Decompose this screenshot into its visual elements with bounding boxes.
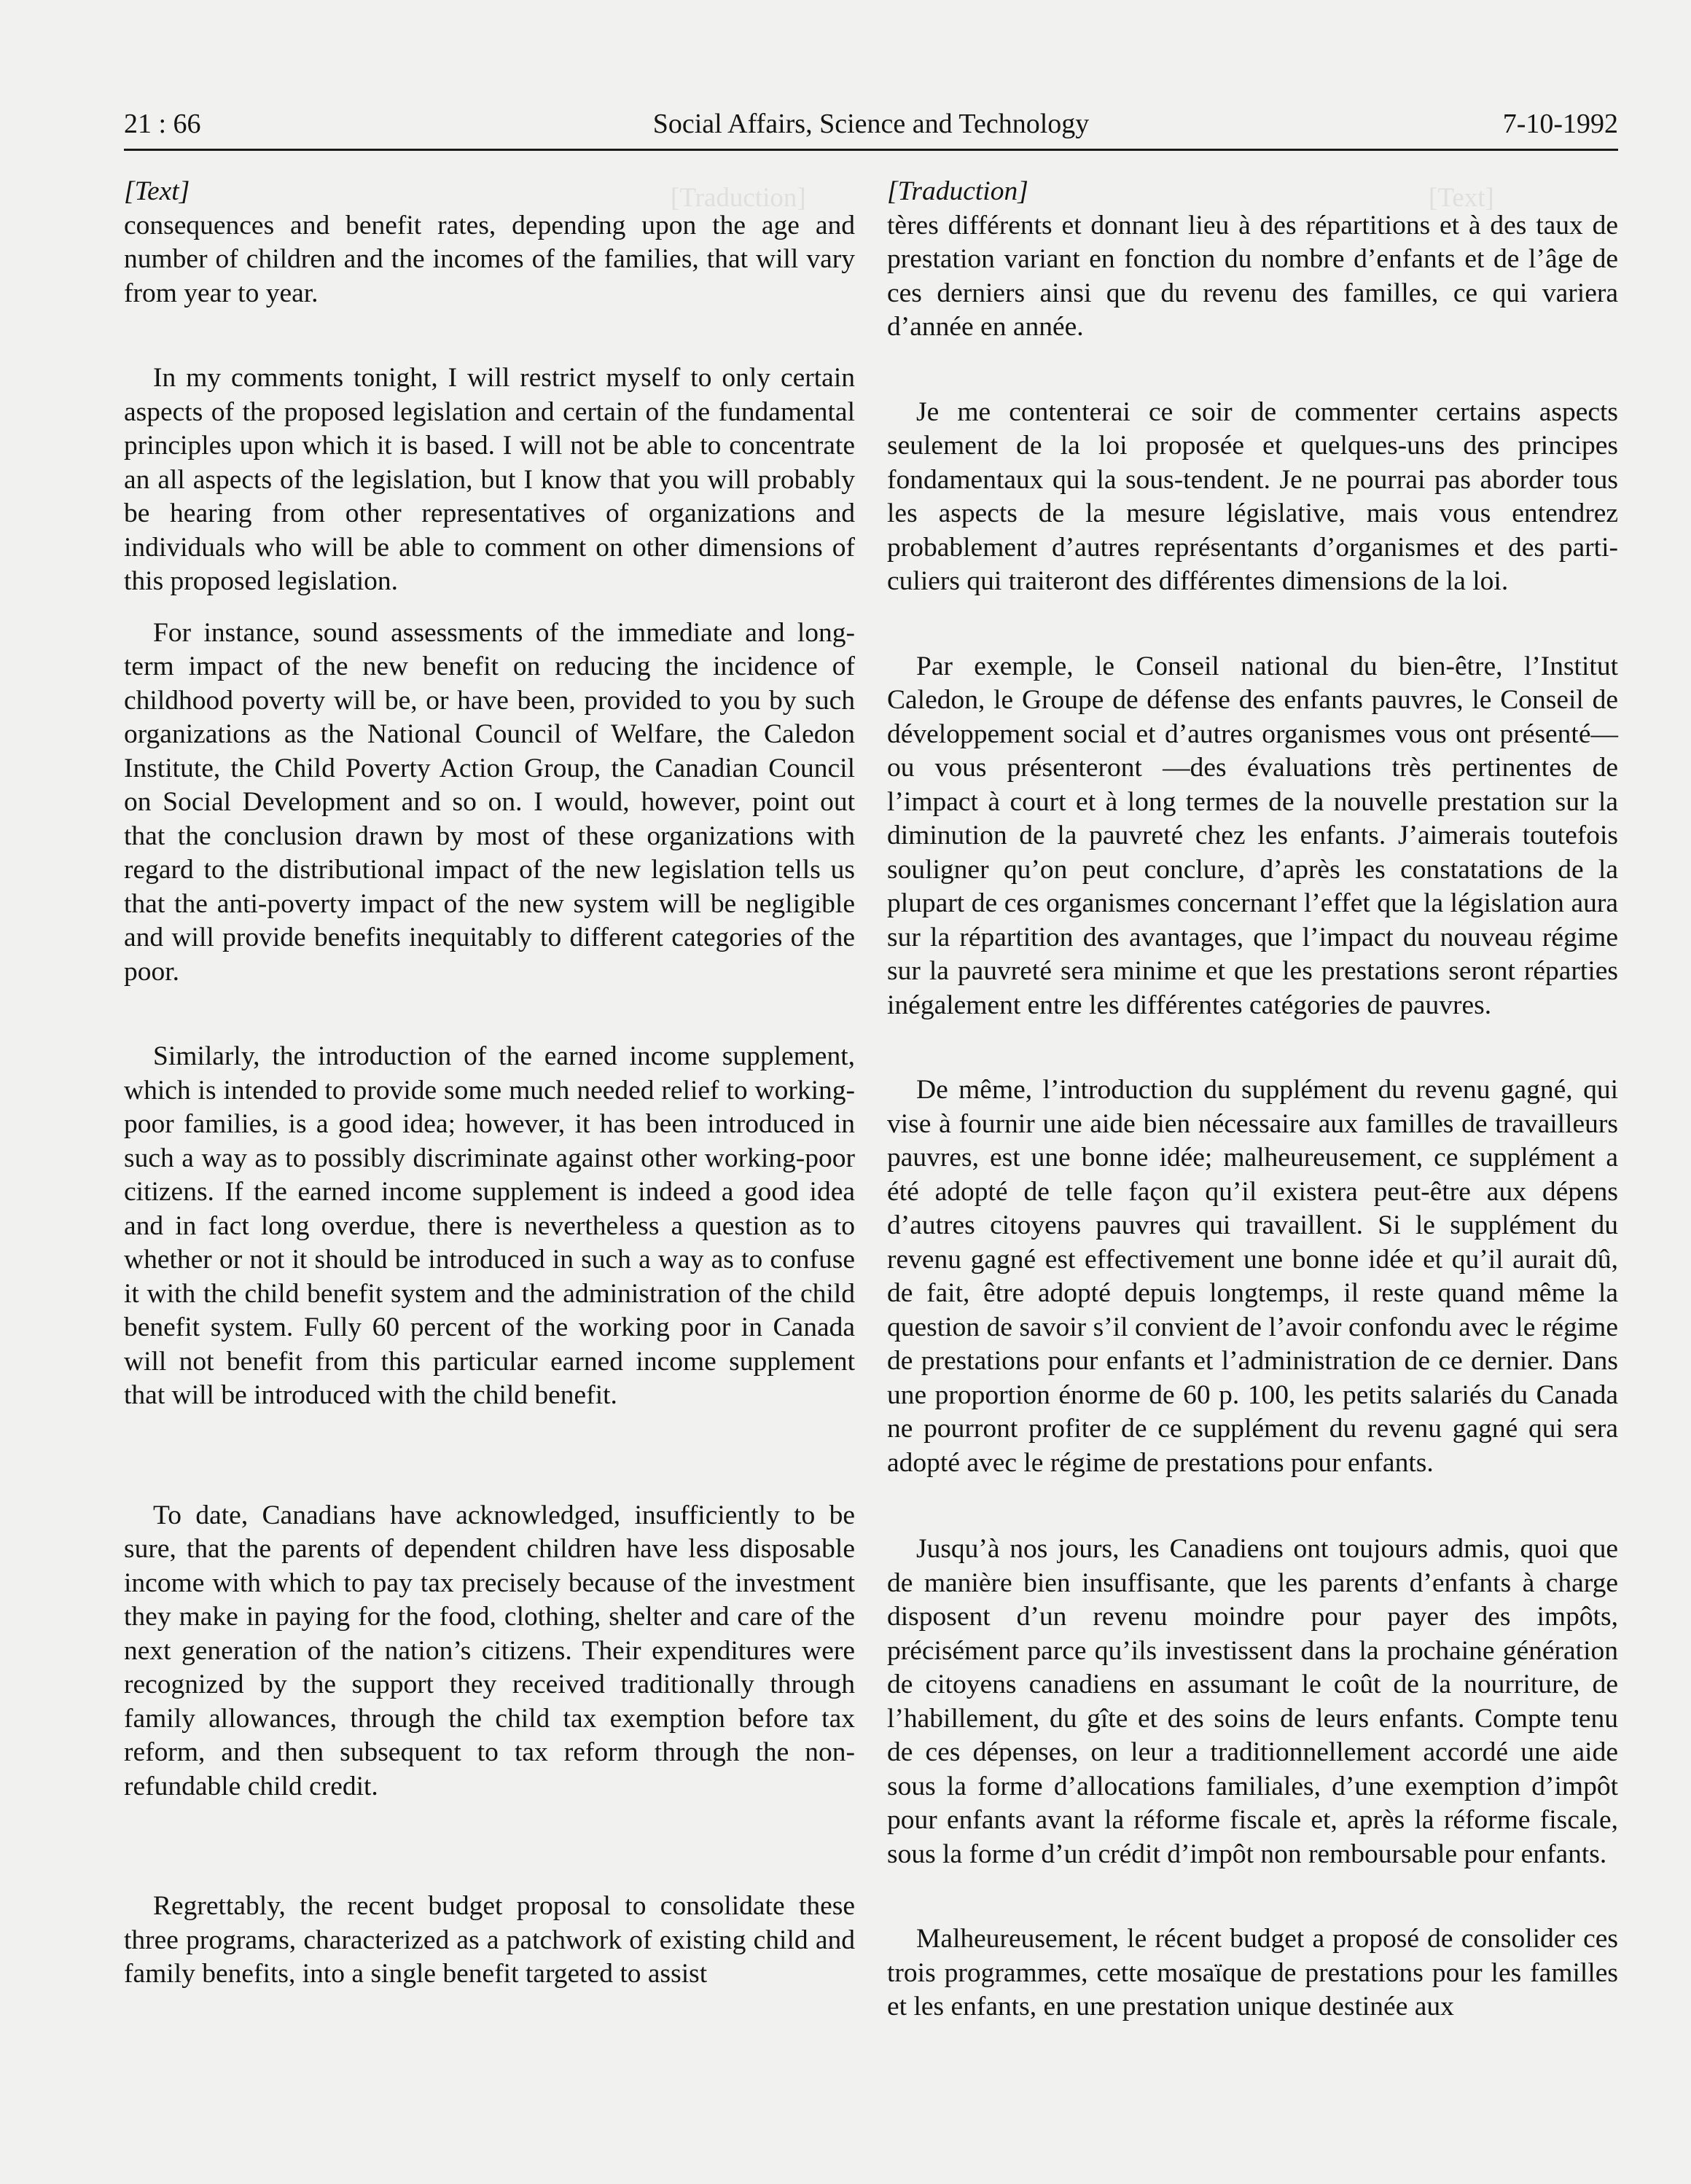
paragraph: tères différents et donnant lieu à des répartitions et à des taux de prestation variant en fonction du nombre d’enfants et de l’âge de ces derniers ainsi que du revenu des familles, ce qui variera d’année en année. (887, 210, 1618, 342)
english-column (124, 175, 855, 1992)
bleed-through-artifact: [Text] (1429, 183, 1494, 213)
paragraph: De même, l’introduction du supplément du revenu gagné, qui vise à fournir une aide bien nécessaire aux familles de travailleurs pauvres, est une bonne idée; malheureusement, ce supplément a été adopté de telle façon qu’il existera peut-être aux dépens d’autres citoyens pauvres qui travaillent. Si le supplément du revenu gagné est effectivement une bonne idée et qu’il aurait dû, de fait, être adopté depuis longtemps, il reste quand même la question de savoir s’il convient de l’avoir confondu avec le régime de prestations pour enfants et l’administration de ce dernier. Dans une proportion énorme de 60 p. 100, les petits salariés du Canada ne pourront profiter de ce supplément du revenu gagné qui sera adopté avec le régime de prestations pour enfants. (887, 1075, 1618, 1478)
paragraph-gap (887, 345, 1618, 396)
paragraph-gap (887, 1871, 1618, 1922)
paragraph: Regrettably, the recent budget proposal to consolidate these three programs, characterized as a patchwork of existing child and family benefits, into a single benefit targeted to assist (124, 1891, 855, 1989)
paragraph: Je me contenterai ce soir de commenter certains aspects seulement de la loi proposée et quelques-uns des principes fondamentaux qui la sous-tendent. Je ne pourrai pas aborder tous les aspects de la mesure législative, mais vous entendrez probablement d’autres représentants d’organismes et des particuliers qui traiteront des différentes dimensions de la loi. (887, 396, 1618, 596)
paragraph-gap (124, 599, 855, 617)
french-column (887, 175, 1618, 2024)
paragraph-gap (124, 1413, 855, 1499)
page-number: 21 : 66 (124, 109, 201, 139)
paragraph-gap (887, 1480, 1618, 1533)
paragraph-gap (887, 599, 1618, 650)
paragraph: For instance, sound assessments of the immediate and long-term impact of the new benefit on reducing the incidence of childhood poverty will be, or have been, provided to you by such organizations as the National Council of Welfare, the Caledon Institute, the Child Poverty Action Group, the Canadian Council on Social Development and so on. I would, however, point out that the conclusion drawn by most of these organizations with regard to the distributional impact of the new legislation tells us that the anti-poverty impact of the new system will be negligible and will provide benefits inequitably to different categories of the poor. (124, 617, 855, 987)
column-label-text: [Text] (124, 176, 190, 206)
paragraph: Par exemple, le Conseil national du bien-être, l’Institut Caledon, le Groupe de défense des enfants pauvres, le Conseil de développement social et d’autres organismes vous ont présenté—ou vous présenteront —des évaluations très pertinentes de l’impact à court et à long termes de la nouvelle prestation sur la diminution de la pauvreté chez les enfants. J’aimerais toutefois souligner qu’on peut conclure, d’après les constatations de la plupart de ces organismes concernant l’effet que la législation aura sur la répartition des avantages, que l’impact du nouveau régime sur la pauvreté sera minime et que les prestations seront réparties inégalement entre les différentes catégories de pauvres. (887, 651, 1618, 1020)
column-label-traduction: [Traduction] (887, 176, 1028, 206)
paragraph: In my comments tonight, I will restrict myself to only certain aspects of the proposed legislation and certain of the fundamental principles upon which it is based. I will not be able to concentrate an all aspects of the legislation, but I know that you will probably be hearing from other representatives of organizations and individuals who will be able to comment on other dimensions of this proposed legislation. (124, 363, 855, 596)
paragraph: Jusqu’à nos jours, les Canadiens ont toujours admis, quoi que de manière bien insuffisante, que les parents d’enfants à charge disposent d’un revenu moindre pour payer des impôts, précisément parce qu’ils investissent dans la prochaine génération de citoyens canadiens en assumant le coût de la nourriture, de l’habillement, du gîte et des soins de leurs enfants. Compte tenu de ces dépenses, on leur a traditionnellement accordé une aide sous la forme d’allocations familiales, d’une exemption d’impôt pour enfants avant la réforme fiscale et, après la réforme fiscale, sous la forme d’un crédit d’impôt non remboursable pour enfants. (887, 1534, 1618, 1869)
paragraph: Malheureusement, le récent budget a proposé de consolider ces trois programmes, cette mosaïque de prestations pour les familles et les enfants, en une prestation unique destinée aux (887, 1924, 1618, 2021)
paragraph: Similarly, the introduction of the earned income supplement, which is intended to provide some much needed relief to working- poor families, is a good idea; however, it has been introduced in such a way as to possibly discriminate against other working-poor citizens. If the earned income supplement is indeed a good idea and in fact long overdue, there is nevertheless a question as to whether or not it should be introduced in such a way as to confuse it with the child benefit system and the administration of the child benefit system. Fully 60 percent of the working poor in Canada will not benefit from this particular earned income supplement that will be introduced with the child benefit. (124, 1041, 855, 1410)
paragraph-gap (124, 989, 855, 1040)
paragraph-gap (887, 1022, 1618, 1073)
paragraph: To date, Canadians have acknowledged, insufficiently to be sure, that the parents of dependent children have less disposable income with which to pay tax precisely because of the investment they make in paying for the food, clothing, shelter and care of the next generation of the nation’s citizens. Their expenditures were recognized by the support they received traditionally through family allowances, through the child tax exemption before tax reform, and then subsequent to tax reform through the non-refundable child credit. (124, 1500, 855, 1801)
paragraph-gap (124, 1804, 855, 1890)
header-date: 7-10-1992 (1502, 109, 1618, 139)
running-header (124, 108, 1618, 151)
journal-title: Social Affairs, Science and Technology (652, 109, 1090, 139)
bleed-through-artifact: [Traduction] (671, 183, 806, 213)
paragraph: consequences and benefit rates, depending upon the age and number of children and the incomes of the families, that will vary from year to year. (124, 210, 855, 308)
paragraph-gap (124, 310, 855, 361)
